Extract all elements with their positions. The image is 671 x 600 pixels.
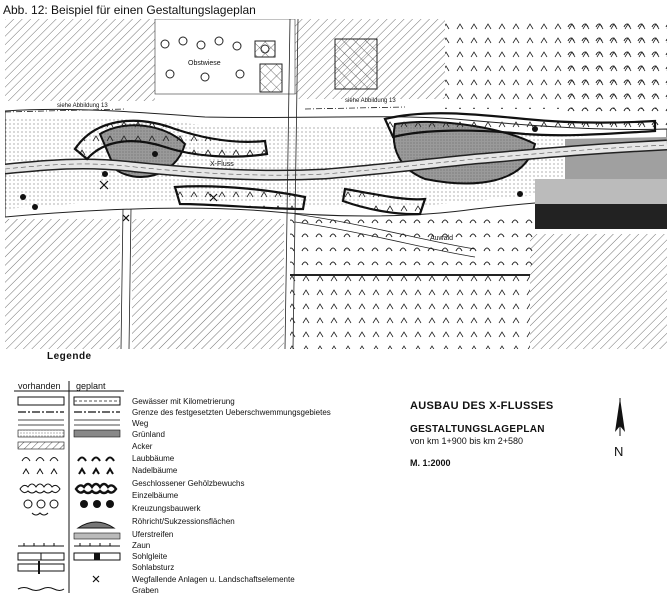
legend-label: Laubbäume	[132, 454, 175, 463]
legend	[14, 381, 354, 595]
building	[335, 39, 377, 89]
conifer-area-lower	[290, 269, 530, 349]
legend-label: Gewässer mit Kilometrierung	[132, 397, 235, 406]
building	[260, 64, 282, 92]
plan-scale: M. 1:2000	[410, 458, 451, 468]
legend-symbol-acker	[18, 442, 64, 449]
acker-field-lower-right	[530, 234, 667, 349]
legend-label: Grenze des festgesetzten Ueberschwemmungsgebietes	[132, 408, 331, 417]
legend-symbol-reed	[78, 522, 114, 528]
legend-label: Graben	[132, 586, 159, 595]
plan-range: von km 1+900 bis km 2+580	[410, 436, 524, 446]
legend-symbol-bank	[74, 533, 120, 539]
svg-text:Auwald: Auwald	[430, 235, 453, 242]
site-plan-map	[5, 19, 667, 349]
legend-label: Geschlossener Gehölzbewuchs	[132, 479, 245, 488]
legend-symbol-drop	[18, 561, 64, 574]
legend-symbol-deciduous	[22, 458, 114, 462]
legend-label: Einzelbäume	[132, 491, 179, 500]
title-block	[410, 400, 610, 468]
acker-field-lower-middle	[132, 219, 284, 349]
legend-symbol-ditch	[18, 588, 64, 591]
legend-symbol-removed	[93, 576, 99, 582]
legend-col-planned: geplant	[76, 381, 106, 391]
legend-label: Röhricht/Sukzessionsflächen	[132, 517, 235, 526]
legend-label: Sohlgleite	[132, 552, 168, 561]
legend-col-existing: vorhanden	[18, 381, 61, 391]
plan-subtitle: GESTALTUNGSLAGEPLAN	[410, 424, 545, 435]
acker-field-lower-left	[5, 219, 120, 349]
legend-label: Uferstreifen	[132, 530, 174, 539]
legend-label: Kreuzungsbauwerk	[132, 504, 201, 513]
svg-text:X-Fluss: X-Fluss	[210, 161, 234, 168]
svg-text:Obstwiese: Obstwiese	[188, 60, 221, 67]
north-label: N	[614, 444, 624, 459]
legend-symbol-crossing	[32, 513, 48, 515]
legend-label: Weg	[132, 419, 149, 428]
acker-field-top-left	[5, 19, 155, 101]
legend-label: Sohlabsturz	[132, 563, 175, 572]
legend-label: Zaun	[132, 541, 151, 550]
legend-label: Grünland	[132, 430, 165, 439]
auwald-area	[290, 219, 535, 269]
figure-caption: Abb. 12: Beispiel für einen Gestaltungslageplan	[3, 3, 256, 17]
svg-text:siehe Abbildung 13: siehe Abbildung 13	[57, 103, 108, 109]
plan-title: AUSBAU DES X-FLUSSES	[410, 400, 554, 412]
north-arrow-icon	[605, 396, 635, 468]
svg-text:siehe Abbildung 13: siehe Abbildung 13	[345, 98, 396, 104]
legend-heading: Legende	[47, 351, 92, 362]
legend-symbol-conifer	[23, 469, 113, 474]
legend-label: Nadelbäume	[132, 466, 178, 475]
legend-symbol-woodland	[20, 484, 116, 493]
building	[255, 41, 275, 57]
legend-label: Acker	[132, 442, 153, 451]
legend-label: Wegfallende Anlagen u. Landschaftselemente	[132, 575, 295, 584]
